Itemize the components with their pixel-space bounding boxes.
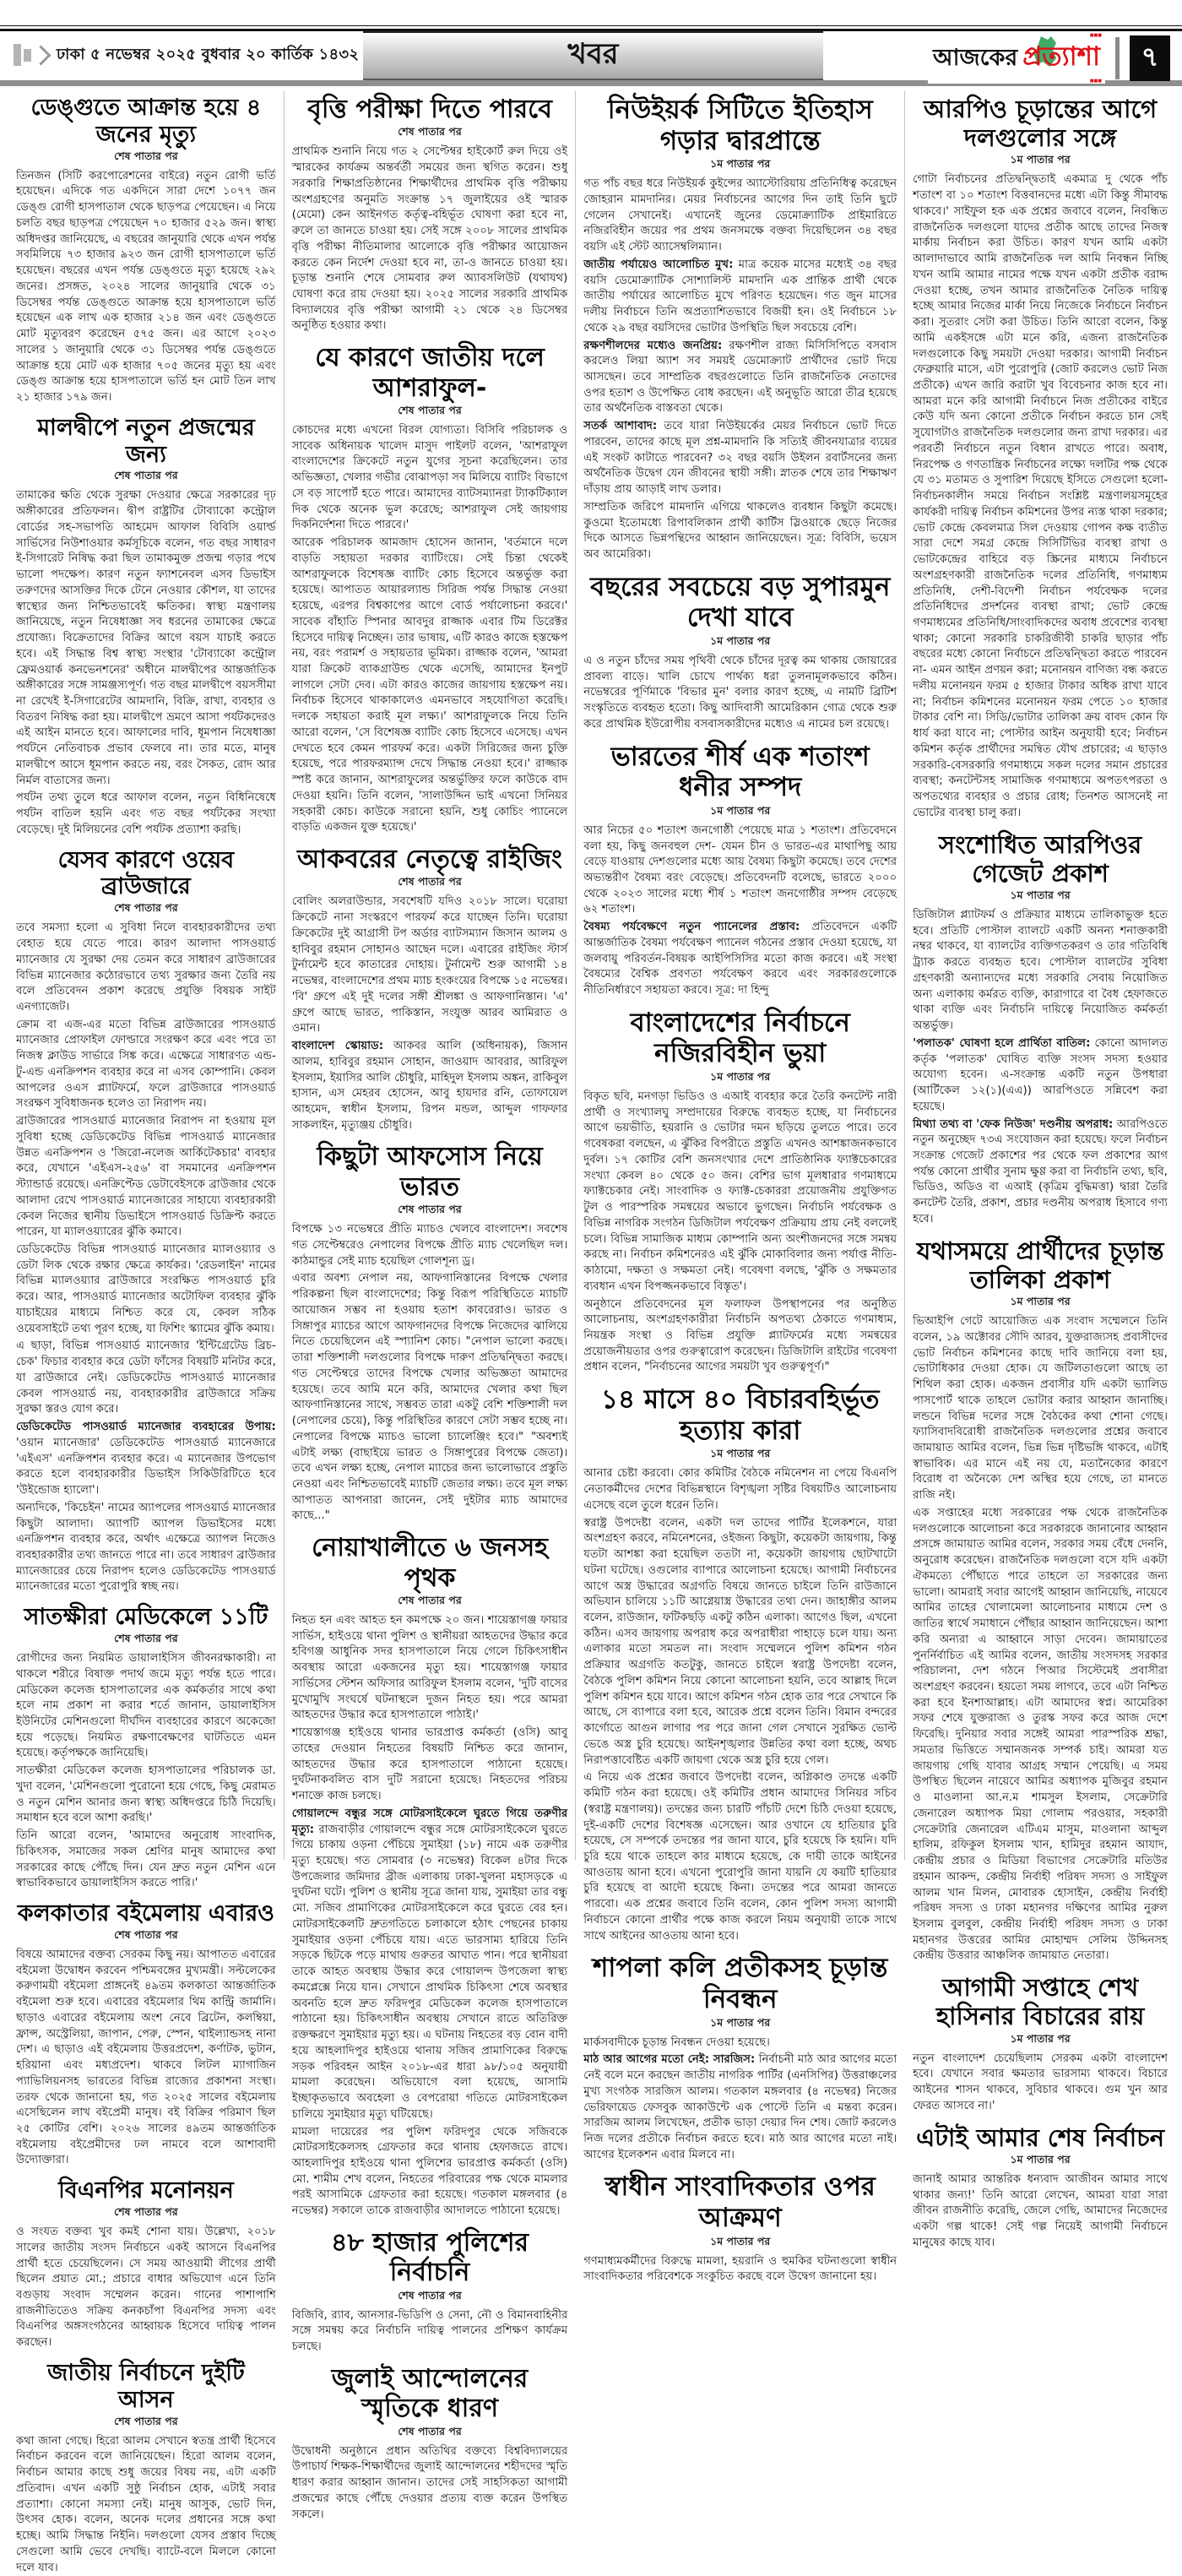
section-title-banner	[363, 31, 823, 80]
paragraph-text: ভিআইপি গেটে আয়োজিত এক সংবাদ সম্মেলনে তিনি বলেন, ১৯ অক্টোবর সৌদি আরব, যুক্তরাজ্যসহ প্রবাসীদের ভোট নির্বাচন কমিশনের কাছে দাবি জানিয়ে বলা হয়, ভোটাধিকার দেওয়া হোক। যে জটিলতাগুলো আছে তা শিথিল করা হোক। একজন প্রবাসীর যদি একটা ভ্যালিড পাসপোর্ট থাকে তাহলে ভোটার করার আহ্বান জানাচ্ছি। লন্ডনে বিভিন্ন দলের সঙ্গে বৈঠকের কথা শোনা গেছে। ফ্যাসিবাদবিরোধী রাজনৈতিক দলগুলোর প্রশ্নের জবাবে জামায়াত আমির বলেন, ভিন্ন ভিন্ন দৃষ্টিভঙ্গি থাকবে, এটাই স্বাভাবিক। এর মানে এই নয় যে, মতানৈক্যের কারণে বিরোধ বা অনৈক্যে দেশ অস্থির হয়ে গেছে, তা মানতে রাজি নই।	[913, 1315, 1168, 1503]
date-text: ঢাকা ৫ নভেম্বর ২০২৫ বুধবার ২০ কার্তিক ১৪৩২	[57, 45, 360, 63]
body-paragraph	[16, 1948, 276, 2169]
paragraph-lead: 'পলাতক' ঘোষণা হলে প্রার্থিতা বাতিল:	[913, 1036, 1091, 1050]
continuation-kicker: ১ম পাতার পর	[710, 2234, 771, 2247]
body-paragraph	[292, 423, 568, 534]
paragraph-text: রোগীদের জন্য নিয়মিত ডায়ালাইসিস জীবনরক্ষাকারী। না থাকলে শরীরে বিষাক্ত পদার্থ জমে মৃত্যু পর্যন্ত হতে পারে। মেডিকেল কলেজ হাসপাতালের এক কর্মকর্তার সাথে কথা হলে নাম প্রকাশ না করার শর্তে জানান, ডায়ালাইসিস ইউনিটের মেশিনগুলো দীর্ঘদিন ব্যবহারের কারণে অকেজো হয়ে পড়েছে। নিয়মিত রক্ষণাবেক্ষণের ঘাটতিতে এমন হয়েছে। কর্তৃপক্ষকে জানিয়েছি।	[16, 1652, 276, 1760]
paragraph-text: ডিজিটাল প্ল্যাটফর্ম ও প্রক্রিয়ার মাধ্যমে তালিকাভুক্ত হতে হবে। প্রতিটি পোস্টাল ব্যালটে একটি অনন্য শনাক্তকারী নম্বর থাকবে, যা ব্যালটের ব্যক্তিগতকরণ ও তার গতিবিধি ট্র্যাক করতে ব্যবহৃত হবে। পোস্টাল ব্যালটের সুবিধা গ্রহণকারী অন্যান্যদের মধ্যে সরকারি সেবায় নিয়োজিত অন্য এলাকায় কর্মরত ব্যক্তি, কারাগারে বা বৈধ হেফাজতে থাকা ব্যক্তি এবং নির্বাচনি দায়িত্বে নিয়োজিত কর্মকর্তা অন্তর্ভুক্ত।	[913, 908, 1168, 1033]
paragraph-text: শায়েস্তাগঞ্জ হাইওয়ে থানার ভারপ্রাপ্ত কর্মকর্তা (ওসি) আবু তাহের দেওয়ান নিহতের বিষয়টি নিশ্চিত করে জানান, আহতদের উদ্ধার করে হাসপাতালে পাঠানো হয়েছে। দুর্ঘটনাকবলিত বাস দুটি সরানো হয়েছে। নিহতদের পরিচয় শনাক্তে কাজ চলছে।	[291, 1726, 568, 1803]
top-double-rule	[0, 25, 1182, 31]
paragraph-text: অনুষ্ঠানে প্রতিবেদনের মূল ফলাফল উপস্থাপনের পর অনুষ্ঠিত আলোচনায়, অংশগ্রহণকারীরা নির্বাচনি অপতথ্য ঠেকাতে গণমাধ্যম, নিয়ন্ত্রক সংস্থা ও বিভিন্ন প্রযুক্তি প্ল্যাটফর্মের মধ্যে সমন্বয়ের প্রয়োজনীয়তার ওপর গুরুত্বারোপ করেছেন। ডিজিটালি রাইটের গবেষণা প্রধান বলেন, "নির্বাচনের আগের সময়টা খুব গুরুত্বপূর্ণ।"	[583, 1297, 897, 1374]
paragraph-text: আনার চেষ্টা করবো। কোর কমিটির বৈঠকে নমিনেশন না পেয়ে বিএনপি নেতাকর্মীদের দেশের বিভিন্নস্থানে বিশৃঙ্খলা সৃষ্টির বিষয়টিও আলোচনায় এসেছে বলে তুলে ধরেন তিনি।	[583, 1467, 897, 1512]
article-headline: জাতীয় নির্বাচনে দুইটি আসন	[47, 2359, 245, 2413]
continuation-kicker: শেষ পাতার পর	[114, 1927, 178, 1941]
body-paragraph	[583, 2035, 897, 2052]
article-headline: আকবরের নেতৃত্বে রাইজিং	[297, 845, 562, 875]
paragraph-text: প্রাথমিক শুনানি নিয়ে গত ২ সেপ্টেম্বর হাইকোর্ট রুল দিয়ে ওই স্মারকের কার্যক্রম অন্তর্বর্তী সময়ের জন্য স্থগিত করেন। শুধু সরকারি শিক্ষাপ্রতিষ্ঠানের শিক্ষার্থীদের প্রাথমিক বৃত্তি পরীক্ষায় অংশগ্রহণের অনুমতি সংক্রান্ত ১৭ জুলাইয়ের ওই স্মারক (মেমো) কেন আইনগত কর্তৃত্ব-বহির্ভূত ঘোষণা করা হবে না, রুলে তা জানতে চাওয়া হয়। সেই সঙ্গে ২০০৮ সালের প্রাথমিক বৃত্তি পরীক্ষা নীতিমালার আলোকে বৃত্তি পরীক্ষার আয়োজন করতে কেন নির্দেশ দেওয়া হবে না, তা-ও জানতে চাওয়া হয়। চূড়ান্ত শুনানি শেষে সোমবার রুল অ্যাবসলিউট (যথাযথ) ঘোষণা করে রায় দেওয়া হয়। ২০২৫ সালের সরকারি প্রাথমিক বিদ্যালয়ের বৃত্তি পরীক্ষা আগামী ২১ থেকে ২৪ ডিসেম্বর অনুষ্ঠিত হওয়ার কথা।	[291, 145, 568, 333]
body-paragraph	[583, 258, 897, 337]
article-headline: যথাসময়ে প্রার্থীদের চূড়ান্ত তালিকা প্রকাশ	[916, 1236, 1164, 1294]
body-paragraph	[913, 1314, 1168, 1504]
paragraph-text: ক্রোম বা এজ-এর মতো বিভিন্ন ব্রাউজারের পাসওয়ার্ড ম্যানেজার প্রোফাইল ফোল্ডারে সংরক্ষণ করে এবং পরে তা নিজস্ব ক্লাউড সার্ভারে সিঙ্ক করে। এক্ষেত্রে সাধারণত এন্ড-টু-এন্ড এনক্রিপশন ব্যবহার করে না এসব কোম্পানি। কেবল আপলের ওএস প্ল্যাটফর্মে, ফলে ব্রাউজারে পাসওয়ার্ড সংরক্ষণ সুবিধাজনক হলেও তা নিরাপদ নয়।	[16, 1018, 276, 1111]
paragraph-text: স্বরাষ্ট্র উপদেষ্টা বলেন, একটা দল তাদের পার্টির ইলেকশনে, যারা অংশগ্রহণ করবে, নমিনেশনের, ওইজন্য কিছুটা, কয়েকটা জায়গায়, কিন্তু যতটা আশঙ্কা করা হয়েছিল ততটা না, কয়েকটা জায়গায় ছোটখাটো ঘটনা ঘটেছে। ওগুলোর ব্যাপারে আলোচনা হয়েছে। আগামী নির্বাচনের আগে অস্ত্র উদ্ধারের অগ্রগতি বিষয়ে জানতে চাইলে তিনি রাউজানে অভিযান চালিয়ে ১১টি আগ্নেয়াস্ত্র উদ্ধারের তথ্য দেন। জাহাঙ্গীর আলম বলেন, রাউজান, ফটিকছড়ি একটু কঠিন এলাকা। আগেও ছিল, এখনো কঠিন। এসব জায়গায় অপরাধ করে অপরাধীরা পাহাড়ে চলে যায়। অন্য এলাকার মতো সমতল না। সংবাদ সম্মেলনে পুলিশ কমিশন গঠন প্রক্রিয়ার অগ্রগতি কতটুকু, জানতে চাইলে স্বরাষ্ট্র উপদেষ্টা বলেন, বৈঠকে পুলিশ কমিশন নিয়ে কোনো আলোচনা হয়নি, তবে আল্লাহ দিলে পুলিশ কমিশন হয়ে যাবে। আগে কমিশন গঠন হোক তার পরে সেখানে কি আছে, সে ব্যাপারে বলা হবে, আরেক প্রশ্নে বলেন তিনি। বিমান বন্দরের কার্গোতে আগুন লাগার পর পরে জানা গেল সেখানে সুরক্ষিত ভোল্ট ভেঙে অস্ত্র চুরি হয়েছে। আইনশৃঙ্খলার উন্নতির কথা বলা হচ্ছে, অথচ নিরাপত্তাবেষ্টিত একটি জায়গা থেকে অস্ত্র চুরি হয়ে গেল।	[583, 1516, 897, 1767]
paragraph-text: বিপক্ষে ১৩ নভেম্বরে প্রীতি ম্যাচও খেলবে বাংলাদেশ। সবশেষ গত সেপ্টেম্বরেও নেপালের বিপক্ষে প্রীতি ম্যাচ খেলেছিল দল। কাঠমান্ডুর সেই ম্যাচ হয়েছিল গোলশূন্য ড্র।	[291, 1223, 568, 1268]
article-headline: আরপিও চূড়ান্তের আগে দলগুলোর সঙ্গে	[924, 95, 1158, 153]
continuation-kicker: শেষ পাতার পর	[398, 2424, 462, 2437]
paragraph-text: ও সংযত বক্তব্য খুব কমই শোনা যায়। উল্লেখ্য, ২০১৮ সালের জাতীয় সংসদ নির্বাচনে একই আসনে বিএনপির প্রার্থী হতে চেয়েছিলেন। সে সময় আওয়ামী লীগের প্রার্থী ছিলেন প্রয়াত মো.; প্রচারে বাধার অভিযোগ এনে তিনি বগুড়ায় সংবাদ সম্মেলন করেন। গানের পাশাপাশি রাজনীতিতেও সক্রিয় কনকচাঁপা বিএনপির সদস্য এবং বিএনপির অঙ্গসংগঠনের আহ্বায়ক হিসেবে দায়িত্ব পালন করছেন।	[16, 2225, 276, 2350]
body-paragraph	[292, 144, 568, 334]
column-1	[8, 91, 284, 2574]
body-paragraph	[292, 1039, 568, 1133]
article-headline: বছরের সবচেয়ে বড় সুপারমুন দেখা যাবে	[590, 571, 891, 633]
body-paragraph	[913, 2172, 1168, 2252]
body-paragraph	[292, 1613, 568, 1724]
continuation-kicker: ১ম পাতার পর	[710, 157, 771, 171]
body-paragraph	[583, 823, 897, 918]
article-headline: কলকাতার বইমেলায় এবারও	[17, 1900, 275, 1927]
article-headline: যেসব কারণে ওয়েব ব্রাউজারে	[57, 846, 235, 900]
article-headline: ডেঙ্গুতে আক্রান্ত হয়ে ৪ জনের মৃত্যু	[30, 95, 262, 148]
paragraph-text: সাতক্ষীরা মেডিকেল কলেজ হাসপাতালের পরিচালক ডা. খুদা বলেন, 'মেশিনগুলো পুরোনো হয়ে গেছে, কিছু মেরামত ও নতুন মেশিন আনার জন্য স্বাস্থ্য অধিদপ্তরে চিঠি দিয়েছি। সমাধান হবে বলে আশা করছি।'	[16, 1764, 276, 1825]
body-paragraph	[583, 1516, 897, 1769]
article-headline: যে কারণে জাতীয় দলে আশরাফুল-	[315, 343, 545, 403]
paragraph-text: মামলা দায়েরের পর পুলিশ ফরিদপুর থেকে সজিবকে মোটরসাইকেলসহ গ্রেফতার করে থানায় হেফাজতে রাখে। আহলাদিপুর হাইওয়ে থানা পুলিশের ভারপ্রাপ্ত কর্মকর্তা (ওসি) মো. শামীম শেখ বলেন, নিহতের পরিবারের পক্ষ থেকে মামলার পরই আসামিকে গ্রেফতার করা হয়েছে। গতকাল মঙ্গলবার (৪ নভেম্বর) সকালে তাকে রাজবাড়ীর আদালতে পাঠানো হয়েছে।	[291, 2125, 568, 2218]
continuation-kicker: ১ম পাতার পর	[1010, 888, 1071, 901]
page-number: ৭	[1141, 41, 1159, 73]
continuation-kicker: ১ম পাতার পর	[1010, 2152, 1071, 2166]
paragraph-text: বোলিং অলরাউন্ডার, সবশেষটি যদিও ২০১৮ সালে। ঘরোয়া ক্রিকেটে নানা সংস্করণে পারফর্ম করে যাচ্ছেন তিনি। ঘরোয়া ক্রিকেটের দুই আগ্রাসী টপ অর্ডার ব্যাটসম্যান জিসান আলম ও হাবিবুর রহমান সোহানও আছেন দলে। এবারের রাইজিং স্টার্স টুর্নামেন্ট হবে কাতারের দোহায়। টুর্নামেন্ট শুরু আগামী ১৪ নভেম্বর, বাংলাদেশের প্রথম ম্যাচ হংকংয়ের বিপক্ষে ১৫ নভেম্বর। 'বি' গ্রুপে এই দুই দলের সঙ্গী শ্রীলঙ্কা ও আফগানিস্তান। 'এ' গ্রুপে আছে ভারত, পাকিস্তান, সংযুক্ত আরব আমিরাত ও ওমান।	[291, 895, 568, 1035]
paragraph-lead: গোয়ালন্দে বন্ধুর সঙ্গে মোটরসাইকেলে ঘুরতে গিয়ে তরুণীর মৃত্যু:	[291, 1807, 568, 1836]
column-3	[575, 91, 904, 2284]
paragraph-text: কথা জানা গেছে। হিরো আলম সেখানে স্বতন্ত্র প্রার্থী হিসেবে নির্বাচন করবেন বলে জানিয়েছেন। হিরো আলম বলেন, নির্বাচন আমার কাছে শুধু জয়ের বিষয় নয়, এটা একটি প্রতিবাদ। এখন একটি সুষ্ঠু নির্বাচন হোক, এটাই সবার প্রত্যাশা। কোনো সমস্যা নেই। মানুষ আসুক, ভোট দিন, উৎসব হোক। বলেন, অনেক দলের প্রধানের সঙ্গে কথা হচ্ছে। আমি সিদ্ধান্ত নিইনি। দলগুলো যেসব প্রস্তাব দিচ্ছে সেগুলো আমি ভেবে দেখছি। ব্যাটে-বলে মিললে কোনো দলে যাব।	[16, 2434, 276, 2574]
body-paragraph	[913, 172, 1168, 821]
article	[583, 1384, 897, 1944]
continuation-kicker: শেষ পাতার পর	[114, 149, 178, 162]
paragraph-text: তবে যারা নিউইয়র্কের মেয়র নির্বাচনে ভোট দিতে পারবেন, তাদের কাছে মূল প্রশ্ন-মামদানি কি সত্যিই জীবনযাত্রার ব্যয়ের এই সংকট কাটাতে পারবেন? ৩২ বছর বয়সি উইলন রবার্টসনের জন্য অর্থনৈতিক উদ্বেগ যেন জীবনের স্থায়ী সঙ্গী। স্নাতক শেষে তার শিক্ষাঋণ দাঁড়ায় প্রায় আড়াই লাখ ডলার।	[583, 420, 897, 497]
continuation-kicker: শেষ পাতার পর	[114, 1632, 178, 1645]
paragraph-text: মার্কসবাদীকে চূড়ান্ত নিবন্ধন দেওয়া হয়েছে।	[583, 2035, 770, 2049]
page-number-badge	[1130, 35, 1170, 81]
body-paragraph	[292, 1725, 568, 1805]
paragraph-text: তামাকের ক্ষতি থেকে সুরক্ষা দেওয়ার ক্ষেত্রে সরকারের দৃঢ় অঙ্গীকারের প্রতিফলন। দ্বীপ রাষ্ট্রটির টোব্যাকো কন্ট্রোল বোর্ডের সহ-সভাপতি আহমেদ আফাল বিবিসি ওয়ার্ল্ড সার্ভিসের নিউশাওয়ার কর্মসূচিকে বলেন, গত বছর সাধারণ ই-সিগারেট নিষিদ্ধ করা ছিল তামাকমুক্ত প্রজন্ম গড়ার পথে ভালো পদক্ষেপ। কারণ নতুন ফ্যাশনেবল এসব ডিভাইস তরুণদের আসক্তির দিকে টেনে নেওয়ার কৌশল, যা তাদের স্বাস্থ্যের জন্য নিশ্চিতভাবেই ক্ষতিকর। স্বাস্থ্য মন্ত্রণালয় জানিয়েছে, নতুন নিষেধাজ্ঞা সব ধরনের তামাকের ক্ষেত্রে প্রযোজ্য। বিক্রেতাদের বিক্রির আগে বয়স যাচাই করতে হবে। এই সিদ্ধান্ত বিশ্ব স্বাস্থ্য সংস্থার 'টোব্যাকো কন্ট্রোল ফ্রেমওয়ার্ক কনভেনশনের' অধীনে মালদ্বীপের আন্তর্জাতিক অঙ্গীকারের সঙ্গে সামঞ্জস্যপূর্ণ। গত বছর মালদ্বীপে বয়সসীমা না রেখেই ই-সিগারেটের আমদানি, বিক্রি, রাখা, ব্যবহার ও বিতরণ নিষিদ্ধ করা হয়। মালদ্বীপে ভ্রমণে আসা পর্যটকদেরও এই আইন মানতে হবে। আফালের দাবি, ধূমপান নিষেধাজ্ঞা পর্যটনে নেতিবাচক প্রভাব ফেলবে না। তার মতে, মানুষ মালদ্বীপে আসে ধূমপান করতে নয়, বরং সৈকত, রোদ আর নির্মল বাতাসের জন্য।	[16, 489, 276, 787]
paragraph-text: বিজিবি, র‍্যাব, আনসার-ভিডিপি ও সেনা, নৌ ও বিমানবাহিনীর সঙ্গে সমন্বয় করে নির্বাচনি দায়িত্ব পালনের প্রশিক্ষণ কার্যক্রম চলছে।	[291, 2308, 568, 2354]
body-paragraph	[583, 177, 897, 256]
body-paragraph	[583, 654, 897, 733]
paragraph-text: জানাই আমার আন্তরিক ধন্যবাদ আজীবন আমার সাথে থাকার জন্য!' তিনি আরো লেখেন, আমরা যারা সারা জীবন রাজনীতি করেছি, জেলে গেছি, আমাদের নিজেদের একটা গল্প থাকে! সেই গল্প নিয়েই আগামী নির্বাচনে মানুষের কাছে যাব।	[913, 2172, 1168, 2249]
paragraph-text: পর্যটন তথ্য তুলে ধরে আফাল বলেন, নতুন বিধিনিষেধে পর্যটন বাতিল হয়নি এবং গত বছর পর্যটকের সংখ্যা বেড়েছে। দুই মিলিয়নের বেশি পর্যটক প্রত্যাশা করছি।	[16, 791, 276, 836]
body-paragraph	[292, 1271, 568, 1524]
article	[16, 2360, 276, 2576]
article-headline: নোয়াখালীতে ৬ জনসহ পৃথক	[312, 1533, 548, 1593]
paragraph-lead: ডেডিকেটেড পাসওয়ার্ড ম্যানেজার ব্যবহারের উপায়:	[16, 1421, 276, 1434]
continuation-kicker: শেষ পাতার পর	[114, 2205, 178, 2219]
article	[292, 845, 568, 1133]
paragraph-lead: মিথ্যা তথ্য বা 'ফেক নিউজ' দণ্ডনীয় অপরাধ:	[913, 1117, 1114, 1131]
continuation-kicker: ১ম পাতার পর	[710, 803, 771, 817]
article	[583, 1008, 897, 1376]
article-headline: সংশোধিত আরপিওর গেজেট প্রকাশ	[938, 829, 1142, 888]
body-paragraph	[583, 1297, 897, 1377]
body-paragraph	[16, 1339, 276, 1418]
body-paragraph	[913, 908, 1168, 1035]
article-headline: শাপলা কলি প্রতীকসহ চূড়ান্ত নিবন্ধন	[592, 1953, 888, 2014]
body-paragraph	[16, 1242, 276, 1337]
paragraph-text: মাত্র কয়েক মাসের মধ্যেই ৩৪ বছর বয়সি ডেমোক্র্যাটিক সোশ্যালিস্ট মামদানি এক প্রান্তিক প্রার্থী থেকে জাতীয় পর্যায়ের আলোচিত মুখে পরিণত হয়েছেন। গত জুন মাসের দলীয় নির্বাচনে তিনি অপ্রত্যাশিতভাবে বিজয়ী হন। ওই নির্বাচনে ১৮ থেকে ২৯ বছর বয়সিদের ভোটার উপস্থিতি ছিল সবচেয়ে বেশি।	[583, 258, 897, 334]
paragraph-text: এ ছাড়া, বিভিন্ন পাসওয়ার্ড ম্যানেজার 'ইন্টিগ্রেটেড ব্রিচ-চেক' ফিচার ব্যবহার করে ডেটা ফাঁসের বিষয়টি মনিটর করে, যা ব্রাউজারে নেই। ডেডিকেটেড পাসওয়ার্ড ম্যানেজার কেবল পাসওয়ার্ড নয়, ব্যবহারকারীর ব্রাউজারে সক্রিয় সুরক্ষা স্তরও যোগ করে।	[16, 1340, 276, 1416]
paragraph-text: কোচদের মধ্যে এখনো বিরল যোগ্যতা। বিসিবি পরিচালক ও সাবেক অধিনায়ক খালেদ মাসুদ পাইলট বলেন, 'আশরাফুল বাংলাদেশের ক্রিকেটে নতুন যুগের সূচনা করেছিলেন। তার অভিজ্ঞতা, খেলার গভীর বোঝাপড়া সব মিলিয়ে ব্যাটিং বিভাগে সে বড় সাপোর্ট হতে পারে। আমাদের ব্যাটসম্যানরা ট্যাকটিক্যাল দিক থেকে অনেক ভুল করেছে; আশরাফুল সেই জায়গায় দিকনির্দেশনা দিতে পারবে।'	[291, 423, 568, 532]
article	[16, 1604, 276, 1892]
paragraph-text: আকবর আলি (অধিনায়ক), জিসান আলম, হাবিবুর রহমান সোহান, জাওয়াদ আবরার, আরিফুল ইসলাম, ইয়াসির আলি চৌধুরি, মাহিদুল ইসলাম অঙ্কন, রাকিবুল হাসান, এস মেহরব হোসেন, আবু হায়দার রনি, তোফায়েল আহমেদ, স্বাধীন ইসলাম, রিপন মন্ডল, আব্দুল গাফফার সাকলাইন, মৃত্যুঞ্জয় চৌধুরি।	[291, 1040, 568, 1132]
continuation-kicker: শেষ পাতার পর	[114, 2414, 178, 2427]
masthead-tagline-bottom: ■■■	[1089, 79, 1102, 84]
continuation-kicker: শেষ পাতার পর	[114, 901, 178, 915]
paragraph-text: অন্যদিকে, 'কিচেইন' নামের অ্যাপলের পাসওয়ার্ড ম্যানেজার কিছুটা আলাদা। অ্যাপটি অ্যাপল ডিভাইসের মধ্যে এনক্রিপশন ব্যবহার করে, অর্থাৎ এক্ষেত্রে অ্যাপল নিজেও ব্যবহারকারীর তথ্য জানতে পারে না। তবে সাধারণ ব্রাউজার ম্যানেজারের চেয়ে নিরাপদ হলেও ডেডিকেটেড পাসওয়ার্ড ম্যানেজারের মতো পুরোপুরি স্বচ্ছ নয়।	[16, 1501, 276, 1594]
paragraph-text: এবার অবশ্য নেপাল নয়, আফগানিস্তানের বিপক্ষে খেলার পরিকল্পনা ছিল বাংলাদেশের; কিন্তু বিরূপ পরিস্থিতিতে ম্যাচটি আয়োজন সম্ভব না হওয়ায় হতাশ কাবরেরাও। ভারত ও সিঙ্গাপুর ম্যাচের আগে আফগানদের বিপক্ষে নিজেদের ঝালিয়ে নিতে চেয়েছিলেন এই স্প্যানিশ কোচ। "নেপাল ভালো করছে। তারা শক্তিশালী দলগুলোর বিপক্ষে দারুণ প্রতিদ্বন্দ্বিতা করছে। গত সেপ্টেম্বরে তাদের বিপক্ষে খেলার অভিজ্ঞতা আমাদের হয়েছে। তবে আমি মনে করি, আমাদের খেলার কথা ছিল আফগানিস্তানের সাথে, সম্ভবত তারা একটু বেশি শক্তিশালী দল (নেপালের চেয়ে), কিন্তু পরিস্থিতির কারণে সেটা সম্ভব হচ্ছে না। নেপালের বিপক্ষে ম্যাচও ভালো চ্যালেঞ্জিং হবে।" "অবশ্যই এটাই লক্ষ্য (বাছাইয়ে ভারত ও সিঙ্গাপুরের বিপক্ষে জেতা)। তবে এখন লক্ষ্য হচ্ছে, নেপাল ম্যাচের জন্য ভালোভাবে প্রস্তুতি নেওয়া এবং নিশ্চিতভাবেই ম্যাচটি জেতার লক্ষ্য। তবে মূল লক্ষ্য আপাতত আপনারা জানেন, সেই দুইটার ম্যাচ আমাদের কাছে..."	[291, 1272, 568, 1523]
continuation-kicker: ১ম পাতার পর	[710, 633, 771, 647]
body-paragraph	[292, 535, 568, 836]
continuation-kicker: শেষ পাতার পর	[398, 403, 462, 416]
article	[292, 95, 568, 334]
article-headline: ১৪ মাসে ৪০ বিচারবহির্ভূত হত্যায় কারা	[600, 1384, 880, 1446]
body-paragraph	[16, 1651, 276, 1762]
body-paragraph	[16, 921, 276, 1015]
body-paragraph	[913, 2052, 1168, 2115]
paragraph-text: গোটা নির্বাচনের প্রতিদ্বন্দ্বিতাই একমাত্র দু থেকে পাঁচ শতাংশ বা ১০ শতাংশ বিত্তবানদের মধ্যে এটা কিন্তু সীমাবদ্ধ থাকবে।' সাইফুল হক এক প্রশ্নের জবাবে বলেন, নিবন্ধিত রাজনৈতিক দলগুলো যাদের প্রতীক আছে তাদের নিজস্ব মার্কায় নির্বাচন করা উচিত। কারণ যখন আমি একটা আলাদাভাবে আমি রাজনৈতিক দল আমি নিবন্ধন নিচ্ছি যখন আমি আমার নামের পক্ষে যখন একটা প্রতীক বরাদ্দ দেওয়া হচ্ছে, তখন আমার রাজনৈতিক নৈতিক দায়িত্ব হচ্ছে আমার নিজের মার্কা নিয়ে নিজেকে নির্বাচনে নির্বাচন করা। সুতরাং সেটা করা উচিত। তিনি আরো বলেন, কিন্তু আমি একইসঙ্গে এটা মনে করি, এজন্য রাজনৈতিক দলগুলোকে কিছু সময়টা দেওয়া দরকার। আগামী নির্বাচন ফেব্রুয়ারি মাসে, এটা পুরোপুরি (জোট করলেও ভোট নিজ প্রতীকে) এখন জারি করাটা খুব বিবেচনার কাজ হবে না। আমরা মনে করি আগামী নির্বাচনে নিজ প্রতীকের বাইরে কেউ যদি অন্য কোনো প্রতীকে নির্বাচন করতে চান সেই সুযোগটাও রাজনৈতিক দলগুলোর জন্য রাখা দরকার। এর পরবর্তী নির্বাচনে নতুন বিধান রাখতে পারে। অবাধ, নিরপেক্ষ ও গণতান্ত্রিক নির্বাচনের লক্ষ্যে দলটির পক্ষ থেকে যে ৩১ মতামত ও সুপারিশ দিয়েছে ইসিতে সেগুলো হলো- নির্বাচনকালীন সময়ে নির্বাচন সংশ্লিষ্ট মন্ত্রণালয়সমূহের কার্যকরী দায়িত্ব নির্বাচন কমিশনের উপর ন্যস্ত থাকা দরকার; ভোট কেন্দ্রে কেবলমাত্র সিল দেওয়ায় গোপন কক্ষ ব্যতীত সারা দেশে সমগ্র কেন্দ্রে সিসিটিভির ব্যবস্থা রাখা ও ভোটকেন্দ্রের বাহিরে বড় স্ক্রিনের মাধ্যমে নির্বাচনে অংশগ্রহণকারী রাজনৈতিক দলের প্রতিনিধি, গণমাধ্যম প্রতিনিধি, দেশী-বিদেশী নির্বাচন পর্যবেক্ষক দলের প্রতিনিধিদের প্রদর্শনের ব্যবস্থা রাখা; ভোট কেন্দ্রে গণমাধ্যমের প্রতিনিধি/সাংবাদিকদের অবাধ প্রবেশের ব্যবস্থা থাকা; কোনো সরকারি চাকরিজীবী চাকরি ছাড়ার পাঁচ বছরের মধ্যে কোনো নির্বাচনে প্রতিদ্বন্দ্বিতা করতে পারবেন না- এমন আইন প্রণয়ন করা; মনোনয়ন বাণিজ্য বন্ধ করতে দলীয় মনোনয়ন ফরম ৫ হাজার টাকার অধিক রাখা যাবে না; নির্বাচন কমিশনের মনোনয়ন ফরম পেতে ১০ হাজার টাকার বেশি না। সিডি/ভোটার তালিকা ক্রয় বাবদ কোন ফি ধার্য করা যাবে না; পোস্টার আইন অনুযায়ী হবে; নির্বাচন কমিশন কর্তৃক প্রার্থীদের সমন্বিত যৌথ প্রচারের; এ ছাড়াও সরকারি-বেসরকারি গণমাধ্যমে সকল দলের সমান প্রচারের ব্যবস্থা; কনটেন্টসহ সামাজিক গণমাধ্যমে অপতৎপরতা ও অপতথ্যের ব্যবহার ও প্রচার রোধ; তিনশত আসনেই না ভোটের ব্যবস্থা চালু করা।	[913, 173, 1168, 819]
continuation-kicker: ১ম পাতার পর	[710, 2015, 771, 2029]
article	[16, 415, 276, 839]
continuation-kicker: ১ম পাতার পর	[1010, 1295, 1071, 1308]
body-paragraph	[16, 791, 276, 838]
article-headline: ৪৮ হাজার পুলিশের নির্বাচনি	[331, 2227, 529, 2288]
body-paragraph	[16, 488, 276, 789]
paragraph-text: বিষয়ে আমাদের বক্তব্য সেরকম কিছু নয়। আপাতত এবারের বইমেলা উদ্বোধন করবেন পশ্চিমবঙ্গের মুখ্যমন্ত্রী। সল্টলেকের করুণাময়ী বইমেলা প্রাঙ্গনেই ৪৯তম কলকাতা আন্তর্জাতিক বইমেলা শুরু হবে। এবারের বইমেলার থিম কান্ট্রি জার্মানি। ছাড়াও এবারের বইমেলায় অংশ নেবে ব্রিটেন, কলম্বিয়া, ফ্রান্স, অস্ট্রেলিয়া, জাপান, পেরু, স্পেন, থাইল্যান্ডসহ নানা দেশ। এ ছাড়াও এই বইমেলায় উত্তরপ্রদেশ, কর্ণাটক, ভুটান, হরিয়ানা এবং মধ্যপ্রদেশ। থাকবে লিটল ম্যাগাজিন প্যাভিলিয়নসহ ভারতের বিভিন্ন রাজ্যের প্রকাশনা সংস্থা। তরফ থেকে জানানো হয়, গত ২০২৫ সালের বইমেলায় এসেছিলেন লাখ বইপ্রেমী মানুষ। বই বিক্রির পরিমাণ ছিল ২৫ কোটির বেশি। ২০২৬ সালের ৪৯তম আন্তর্জাতিক বইমেলায় বইপ্রেমীদের ঢল নামবে বলে আশাবাদী উদ্যোক্তারা।	[16, 1948, 276, 2167]
continuation-kicker: শেষ পাতার পর	[398, 125, 462, 139]
paragraph-text: কোনো আদালত কর্তৃক 'পলাতক' ঘোষিত ব্যক্তি সংসদ সদস্য হওয়ার অযোগ্য হবেন। এ-সংক্রান্ত একটি নতুন উপধারা (আর্টিকেল ১২(১)(এএ)) আরপিওতে সন্নিবেশ করা হয়েছে।	[913, 1036, 1168, 1113]
article	[16, 2177, 276, 2351]
body-paragraph	[16, 1829, 276, 1892]
paragraph-text: আরপিওতে নতুন অনুচ্ছেদ ৭৩এ সংযোজন করা হয়েছে। ফলে নির্বাচন সংক্রান্ত গেজেট প্রকাশের পর থেকে ফল প্রকাশের আগ পর্যন্ত কোনো প্রার্থীর সুনাম ক্ষুণ্ণ করা বা নির্বাচনি তথ্য, ছবি, ভিডিও, অডিও বা এআই (কৃত্রিম বুদ্ধিমত্তা) দ্বারা তৈরি কনটেন্ট তৈরি, প্রকাশ, প্রচার দণ্ডনীয় অপরাধ হিসাবে গণ্য হবে।	[913, 1117, 1168, 1226]
body-paragraph	[583, 339, 897, 418]
paragraph-text: তিনজন (সিটি করপোরেশনের বাইরে) নতুন রোগী ভর্তি হয়েছেন। এদিকে গত একদিনে সারা দেশে ১০৭৭ জন ডেঙ্গু রোগী হাসপাতাল থেকে ছাড়পত্র পেয়েছেন। এ নিয়ে চলতি বছর ছাড়পত্র পেয়েছেন ৭০ হাজার ৫২৯ জন। স্বাস্থ্য অধিদপ্তর জানিয়েছে, এ বছরের জানুয়ারি থেকে এখন পর্যন্ত সবমিলিয়ে ৭৩ হাজার ৯২৩ জন রোগী হাসপাতালে ভর্তি হয়েছেন। বছরের এখন পর্যন্ত ডেঙ্গুতে মৃত্যু হয়েছে ২৯২ জনের। প্রসঙ্গত, ২০২৪ সালের জানুয়ারি থেকে ৩১ ডিসেম্বর পর্যন্ত ডেঙ্গুতে আক্রান্ত হয়ে হাসপাতালে ভর্তি হয়েছেন এক লাখ এক হাজার ২১৪ জন এবং ডেঙ্গুতে মোট মৃত্যুবরণ করেছেন ৫৭৫ জন। এর আগে ২০২৩ সালের ১ জানুয়ারি থেকে ৩১ ডিসেম্বর পর্যন্ত ডেঙ্গুতে আক্রান্ত হয়ে মোট এক হাজার ৭০৫ জনের মৃত্যু হয় এবং ডেঙ্গু আক্রান্ত হয়ে হাসপাতালে ভর্তি হন মোট তিন লাখ ২১ হাজার ১৭৯ জন।	[16, 169, 276, 404]
article	[16, 95, 276, 406]
article	[913, 1973, 1168, 2114]
body-paragraph	[583, 1466, 897, 1514]
article	[292, 2364, 568, 2523]
body-paragraph	[16, 1420, 276, 1499]
continuation-kicker: ১ম পাতার পর	[1010, 153, 1071, 166]
article	[583, 95, 897, 563]
article-headline: জুলাই আন্দোলনের স্মৃতিকে ধারণ	[331, 2363, 529, 2424]
paragraph-text: ব্রাউজারের পাসওয়ার্ড ম্যানেজার নিরাপদ না হওয়ায় মূল সুবিধা হচ্ছে ডেডিকেটেড বিভিন্ন পাসওয়ার্ড ম্যানেজার উন্নত এনক্রিপশন ও 'জিরো-নলেজ আর্কিটেকচার' ব্যবহার করে, যেখানে 'এইএস-২৫৬' বা সমমানের এনক্রিপশন স্ট্যান্ডার্ড রয়েছে। এনক্রিপ্টেড ডেটাবেইসকে ব্রাউজার থেকে আলাদা রেখে পাসওয়ার্ড ম্যানেজারের সাহায্যে ব্যবহারকারী কেবল নিজের স্থানীয় ডিভাইসে পাসওয়ার্ড ডিক্রিপ্ট করতে পারেন, যা ম্যালওয়্যারের ঝুঁকি কমাবে।	[16, 1115, 276, 1239]
article-headline: বৃত্তি পরীক্ষা দিতে পারবে	[307, 95, 552, 124]
page-columns	[0, 86, 1182, 2574]
article-headline: স্বাধীন সাংবাদিকতার ওপর আক্রমণ	[605, 2171, 876, 2234]
body-paragraph	[292, 1222, 568, 1269]
continuation-kicker: ১ম পাতার পর	[710, 1070, 771, 1083]
paragraph-text: এ নিয়ে এক প্রশ্নের জবাবে উপদেষ্টা বলেন, অগ্নিকাণ্ড তদন্তে একটি কমিটি গঠন করা হয়েছে। ওই কমিটির প্রধান আমাদের সিনিয়র সচিব (স্বরাষ্ট্র মন্ত্রণালয়)। তদন্তের জন্য চারটি পাঁচটি দেশে চিঠি দেওয়া হয়েছে, দুই-একটি দেশের বিশেষজ্ঞ এসেছেন। আর ওখানে যে হাতিয়ার চুরি হয়েছে, সে সম্পর্কে তদন্তের পর জানা যাবে, চুরি হয়েছে কি হয়নি। যদি চুরি হয়ে থাকে তাহলে কার মাধ্যমে হয়েছে, কে দায়ী তাকে আইনের আওতায় আনা হবে। এখনো পুরোপুরি জানা যায়নি যে কয়টি হাতিয়ার চুরি হয়েছে বা আদৌ হয়েছে কিনা। তদন্তের পরে আমরা জানতে পারবো। এক প্রশ্নের জবাবে তিনি বলেন, কোন পুলিশ সদস্য আগামী নির্বাচনে কোনো প্রার্থীর পক্ষে কাজ করলে নিয়ম অনুযায়ী তাকে সাথে সাথে আইনের আওতায় আনা হবে।	[583, 1771, 897, 1943]
article-headline: বাংলাদেশের নির্বাচনে নজিরবিহীন ভুয়া	[630, 1007, 850, 1069]
body-paragraph	[292, 2125, 568, 2220]
article-headline: এটাই আমার শেষ নির্বাচন	[916, 2122, 1165, 2152]
body-paragraph	[16, 1018, 276, 1112]
article	[583, 1953, 897, 2163]
continuation-kicker: ১ম পাতার পর	[710, 1447, 771, 1460]
body-paragraph	[292, 894, 568, 1037]
article	[913, 1236, 1168, 1965]
dateline	[14, 42, 359, 68]
forward-arrow-icon	[14, 44, 48, 66]
article	[292, 1142, 568, 1524]
body-paragraph	[16, 1501, 276, 1595]
paragraph-text: নতুন বাংলাদেশ চেয়েছিলাম সেরকম একটা বাংলাদেশ হবে। যেখানে সবার ক্ষমতার ভারসাম্য থাকবে। বিচারে আইনের শাসন থাকবে, সুবিচার থাকবে। গুম খুন আর ফেরত আসবে না।'	[913, 2052, 1168, 2112]
body-paragraph	[583, 419, 897, 498]
body-paragraph	[913, 1036, 1168, 1116]
article	[292, 2228, 568, 2356]
article	[913, 830, 1168, 1228]
paragraph-text: উদ্বোধনী অনুষ্ঠানে প্রধান অতিথির বক্তব্যে বিশ্ববিদ্যালয়ের উপাচার্য শিক্ষক-শিক্ষার্থীদের জুলাই আন্দোলনের শহীদদের স্মৃতি ধারণ করার আহ্বান জানান। তাদের সেই সাহসিকতা আগামী প্রজন্মের কাছে পৌঁছে দেওয়ার প্রত্যয় ব্যক্ত করেন উপস্থিত সকলে।	[291, 2444, 568, 2521]
article	[16, 1900, 276, 2169]
article	[16, 847, 276, 1596]
paragraph-text: রক্ষণশীল রাজ্য মিসিসিপিতে বসবাস করলেও লিয়া অ্যাশ সব সময়ই ডেমোক্র্যাট প্রার্থীদের ভোট দিয়ে আসছেন। তবে সাম্প্রতিক বছরগুলোতে তিনি রাজনৈতিক নেতাদের ওপর হতাশ ও উপেক্ষিত বোধ করছেন। এই অনুভূতি আরো তীব্র হয়েছে তার অর্থনৈতিক বাস্তবতা থেকে।	[583, 339, 897, 416]
article	[292, 343, 568, 836]
paragraph-lead: জাতীয় পর্যায়েও আলোচিত মুখ:	[583, 258, 734, 271]
continuation-kicker: শেষ পাতার পর	[398, 2288, 462, 2302]
body-paragraph	[583, 1770, 897, 1944]
article	[913, 2123, 1168, 2252]
article-headline: আগামী সপ্তাহে শেখ হাসিনার বিচারের রায়	[935, 1973, 1145, 2031]
paragraph-text: আরেক পরিচালক আমজাদ হোসেন জানান, 'বর্তমানে দলে বাড়তি সহায়তা দরকার ব্যাটিংয়ে। সেই চিন্তা থেকেই আশরাফুলকে বিশেষজ্ঞ ব্যাটিং কোচ হিসেবে অন্তর্ভুক্ত করা হয়েছে। আপাতত আয়ারল্যান্ড সিরিজ পর্যন্ত সিদ্ধান্ত নেওয়া হয়েছে, এরপর বিশ্বকাপের আগে বোর্ড পর্যালোচনা করবে।' সাবেক বাঁহাতি স্পিনার আবদুর রাজ্জাক এবার টিম ডিরেক্টর হিসেবে দায়িত্ব নিচ্ছেন। তার ভাষায়, এটি কারও কাজে হস্তক্ষেপ নয়, বরং পরামর্শ ও সহায়তার ভূমিকা। রাজ্জাক বলেন, 'আমরা যারা ক্রিকেট ব্যাকগ্রাউন্ড থেকে এসেছি, আমাদের ইনপুট লাগলে সেটা দেব। এটা কারও কাজের জায়গায় হস্তক্ষেপ নয়। নির্বাচক হিসেবে থাকাকালেও এমনভাবে সহযোগিতা করেছি। দলকে সহায়তা করাই মূল লক্ষ্য।' আশরাফুলকে নিয়ে তিনি আরো বলেন, 'সে বিশেষজ্ঞ ব্যাটিং কোচ হিসেবে এসেছে। এখন দেখতে হবে কেমন পারফর্ম করে। একটা সিরিজের জন্য চুক্তি হয়েছে, পরে পারফরম্যান্স দেখে সিদ্ধান্ত নেওয়া হবে।' রাজ্জাক স্পষ্ট করে জানান, আশরাফুলের অন্তর্ভুক্তির ফলে কাউকে বাদ দেওয়া হয়নি। তিনি বলেন, 'সালাউদ্দিন ভাই এখনো সিনিয়র সহকারী কোচ। কাউকে সরানো হয়নি, শুধু কোচিং প্যানেলে বাড়তি একজন যুক্ত হয়েছে।'	[291, 536, 568, 834]
article-headline: সাতক্ষীরা মেডিকেলে ১১টি	[24, 1604, 268, 1631]
paragraph-text: সাম্প্রতিক জরিপে মামদানি এগিয়ে থাকলেও ব্যবধান কিছুটা কমেছে। কুওমো ইতোমধ্যে রিপাবলিকান প্রার্থী কার্টিস স্লিওয়াকে ছেড়ে নিজের দিকে আসতে ভিন্নপন্থিদের আহ্বান জানিয়েছেন। সূত্র: বিবিসি, ভয়েস অব আমেরিকা।	[583, 500, 897, 562]
article-headline: নিউইয়র্ক সিটিতে ইতিহাস গড়ার দ্বারপ্রান্তে	[607, 95, 873, 156]
paragraph-text: এক সপ্তাহের মধ্যে সরকারের পক্ষ থেকে রাজনৈতিক দলগুলোকে আলোচনা করে সরকারকে জানানোর আহ্বান প্রসঙ্গে জামায়াত আমির বলেন, সরকার সময় বেঁধে দেননি, অনুরোধ করেছেন। রাজনৈতিক দলগুলো বসে যদি একটা ঐকমত্যে পৌঁছাতে পারে তাহলে তা সরকারের জন্য ভালো। আমরাই সবার আগেই আহ্বান জানিয়েছি, নায়েবে আমির তাহের খোলামেলা আলোচনার মাধ্যমে দেশ ও জাতির স্বার্থে সমাধানে পৌঁছার আহ্বান জানিয়েছেন। আশা করি অন্যরা এ আহ্বানে সাড়া দেবেন। জামায়াতের পুনর্নির্বাচিত এই আমির বলেন, জাতীয় সংসদসহ সরকার পরিচালনা, দেশ গঠনে পিআর সিস্টেমেই প্রবাসীরা অংশগ্রহণ করবেন। হয়তো সময় লাগবে, তবে এটা নিশ্চিত করা হবে ইনশাআল্লাহ। এটা আমাদের স্বপ্ন। আমেরিকা সফর শেষে যুক্তরাজ্য ও তুরস্ক সফর করে আজ দেশে ফিরেছি। দুনিয়ার সবার সঙ্গেই আমরা পারস্পরিক শ্রদ্ধা, সমতার ভিত্তিতে সম্মানজনক সম্পর্ক চাই। আমরা যত জায়গায় গেছি যাবার আগ্রহ সম্মান পেয়েছি। এ সময় উপস্থিত ছিলেন নায়েবে আমির অধ্যাপক মুজিবুর রহমান ও মাওলানা আ.ন.ম শামসুল ইসলাম, সেক্রেটারি জেনারেল অধ্যাপক মিয়া গোলাম পরওয়ার, সহকারী সেক্রেটারি জেনারেল এটিএম মাসুম, মাওলানা আব্দুল হালিম, রফিকুল ইসলাম খান, হামিদুর রহমান আযাদ, কেন্দ্রীয় প্রচার ও মিডিয়া বিভাগের সেক্রেটারি মতিউর রহমান আকন্দ, কেন্দ্রীয় নির্বাহী পরিষদ সদস্য ও সাইফুল আলম খান মিলন, মোবারক হোসাইন, কেন্দ্রীয় নির্বাহী পরিষদ সদস্য ও ঢাকা মহানগর দক্ষিণের আমির নুরুল ইসলাম বুলবুল, কেন্দ্রীয় নির্বাহী পরিষদ সদস্য ও ঢাকা মহানগর উত্তরের আমির মোহাম্মদ সেলিম উদ্দিনসহ কেন্দ্রীয় উত্তরার আঞ্চলিক জামায়াত নেতারা।	[913, 1506, 1168, 1963]
paragraph-text: নির্বাচনী মাঠ আর আগের মতো নেই বলে মনে করছেন জাতীয় নাগরিক পার্টির (এনসিপির) উত্তরাঞ্চলের মুখ্য সংগঠক সারজিস আলম। গতকাল মঙ্গলবার (৪ নভেম্বর) নিজের ভেরিফায়েড ফেসবুক আকাউন্টে এক পোস্টে তিনি এ মন্তব্য করেন। সারজিম আলম লিখেছেন, প্রতীক ভাড়া দেয়ার দিন শেষ। জোট করলেও নিজ দলের প্রতীকে নির্বাচন করতে হবে। মাঠ আর আগের মতো নাই। আগের ইলেকশন এবার মিলবে না।	[583, 2053, 897, 2161]
body-paragraph	[583, 2052, 897, 2163]
body-paragraph	[913, 1506, 1168, 1965]
continuation-kicker: শেষ পাতার পর	[398, 1594, 462, 1606]
page-header	[0, 31, 1182, 84]
body-paragraph	[16, 169, 276, 406]
paragraph-text: প্রতিবেদনে একটি আন্তর্জাতিক বৈষম্য পর্যবেক্ষণ প্যানেল গঠনের প্রস্তাব দেওয়া হয়েছে, যা জলবায়ু পরিবর্তন-বিষয়ক আইপিসিসির মতো কাজ করবে। এই সংস্থা বৈষম্যের বৈশ্বিক প্রবণতা পর্যবেক্ষণ করবে এবং সরকারগুলোকে নীতিনির্ধারণে সহায়তা করবে। সূত্র: দা হিন্দু	[583, 921, 897, 997]
paragraph-text: তিনি আরো বলেন, 'আমাদের অনুরোধ সাংবাদিক, চিকিৎসক, সমাজের সকল শ্রেণির মানুষ আমাদের কথা সরকারের কাছে পৌঁছে দিন। যেন দ্রুত নতুন মেশিন এনে স্বাভাবিকভাবে ডায়ালাইসিস করতে পারি।'	[16, 1829, 276, 1890]
masthead-logo	[928, 33, 1105, 84]
paragraph-text: বিকৃত ছবি, মনগড়া ভিডিও ও এআই ব্যবহার করে তৈরি কনটেন্ট নারী প্রার্থী ও সংখ্যালঘু সম্প্রদায়ের বিরুদ্ধে ব্যবহৃত হচ্ছে, যা নির্বাচনের আগে ভয়ভীতি, হয়রানি ও ভোটার দমন ছড়িয়ে তুলতে পারে। তবে গবেষকরা বলছেন, এ ঝুঁকির বিপরীতে প্রস্তুতি এখনও আশঙ্কাজনকভাবে দুর্বল। ১৭ কোটির বেশি জনসংখ্যার দেশে প্রাতিষ্ঠানিক ফ্যাক্টচেকারের সংখ্যা কেবল ৪০ থেকে ৫০ জন। বেশির ভাগ মূলধারার গণমাধ্যমে ফ্যাক্টচেকার নেই। সাংবাদিক ও ফ্যাক্ট-চেকাররা প্রয়োজনীয় প্রযুক্তিগত টুল ও পারস্পরিক সমন্বয়ের অভাবে ভুগছেন। নির্বাচনি পর্যবেক্ষক ও বিভিন্ন নাগরিক সংগঠন ডিজিটাল পর্যবেক্ষণ প্রক্রিয়ায় প্রায় নেই বললেই চলে। বিভিন্ন সামাজিক মাধ্যম কোম্পানি অন্য অংশীজনদের সঙ্গে সমন্বয় করছে না। নির্বাচন কমিশনেরও এই ঝুঁকি মোকাবিলার জন্য পর্যাপ্ত নীতি-কাঠামো, দক্ষতা ও সক্ষমতা নেই। গবেষণা বলছে, 'ঝুঁকি ও সক্ষমতার ব্যবধান এখন বিপজ্জনকভাবে বিস্তৃত'।	[583, 1090, 897, 1293]
paragraph-text: 'ওয়ান ম্যানেজার' ডেডিকেটেড পাসওয়ার্ড ম্যানেজারে 'এইএস' এনক্রিপশন ব্যবহার করে। এ ম্যানেজার উপভোগ করতে হলে ব্যবহারকারীর ডিভাইস সিকিউরিটিতে হবে 'উইন্ডোজ হ্যালো'।	[16, 1436, 276, 1497]
body-paragraph	[16, 1114, 276, 1241]
header-divider	[1115, 37, 1120, 79]
body-paragraph	[292, 2308, 568, 2356]
paragraph-text: তবে সমস্যা হলো এ সুবিধা নিলে ব্যবহারকারীদের তথ্য বেহাত হয়ে যেতে পারে। কারণ আলাদা পাসওয়ার্ড ম্যানেজার যে সুরক্ষা দেয় তেমন করে সাধারণ ব্রাউজারের বিভিন্ন ম্যানেজার কঠোরভাবে তথ্য সুরক্ষার জন্য তৈরি নয় বলে প্রতিবেদন প্রকাশ করেছে প্রযুক্তি বিষয়ক সাইট এনগ্যাজেট।	[16, 921, 276, 1014]
article	[583, 742, 897, 999]
paragraph-text: গণমাধ্যমকর্মীদের বিরুদ্ধে মামলা, হয়রানি ও হুমকির ঘটনাগুলো স্বাধীন সাংবাদিকতার পরিবেশকে সংকুচিত করছে বলে উদ্বেগ জানানো হয়।	[583, 2254, 897, 2284]
body-paragraph	[583, 1090, 897, 1296]
paragraph-text: নিহত হন এবং আহত হন কমপক্ষে ২০ জন। শায়েস্তাগঞ্জ ফায়ার সার্ভিস, হাইওয়ে থানা পুলিশ ও স্থানীয়রা আহতদের উদ্ধার করে হবিগঞ্জ আধুনিক সদর হাসপাতালে নিয়ে গেলে চিকিৎসাধীন অবস্থায় আরো একজনের মৃত্যু হয়। শায়েস্তাগঞ্জ ফায়ার সার্ভিসের স্টেশন অফিসার আরিফুল ইসলাম বলেন, 'দুটি বাসের মুখোমুখি সংঘর্ষে ঘটনাস্থলে দুজন নিহত হয়। পরে আমরা আহতদের উদ্ধার করে হাসপাতালে পাঠাই।'	[291, 1614, 568, 1722]
paragraph-text: এ ও নতুন চাঁদের সময় পৃথিবী থেকে চাঁদের দূরত্ব কম থাকায় জোয়ারের প্রাবল্য বাড়ে। খালি চোখে পার্থক্য ধরা তুলনামূলকভাবে কঠিন। নভেম্বরের পূর্ণিমাকে 'বিভার মুন' বলার কারণ হচ্ছে, এ নামটি ব্রিটিশ সংস্কৃতিতে ব্যবহৃত হতো। কিছু আদিবাসী আমেরিকান গোত্র থেকে শুরু করে প্রাথমিক ইউরোপীয় বসবাসকারীদের মধ্যেও এ নামের চল রয়েছে।	[583, 654, 897, 731]
paragraph-text: ডেডিকেটেড বিভিন্ন পাসওয়ার্ড ম্যানেজার ম্যালওয়্যার ও ডেটা লিক থেকে রক্ষার ক্ষেত্রে কার্যকর। 'রেডলাইন' নামের বিভিন্ন ম্যালওয়্যার ব্রাউজারে সংরক্ষিত পাসওয়ার্ড চুরি করে। আর, পাসওয়ার্ড ম্যানেজার অটোফিল ব্যবহার ঝুঁকি যাচাইয়ের মাধ্যমে নিশ্চিত করে যে, কেবল সঠিক ওয়েবসাইটে তথ্য পূরণ হচ্ছে, যা ফিশিং স্ক্যামের ঝুঁকি কমায়।	[16, 1243, 276, 1335]
article	[913, 95, 1168, 822]
article-headline: কিছুটা আফসোস নিয়ে ভারত	[317, 1142, 543, 1202]
column-4	[904, 91, 1175, 2249]
article	[583, 2171, 897, 2285]
article	[292, 1533, 568, 2220]
paragraph-text: আর নিচের ৫০ শতাংশ জনগোষ্ঠী পেয়েছে মাত্র ১ শতাংশ। প্রতিবেদনে বলা হয়, কিছু জনবহুল দেশ- যেমন চীন ও ভারত-এর মাথাপিছু আয় বেড়ে যাওয়ায় দেশগুলোর মধ্যে আয় বৈষম্য কিছুটা কমেছে। তবে দেশের অভ্যন্তরীণ বৈষম্য বরং বেড়েছে। প্রতিবেদনটি বলেছে, ভারতে ২০০০ থেকে ২০২৩ সালের মধ্যে শীর্ষ ১ শতাংশ জনগোষ্ঠীর সম্পদ বেড়েছে ৬২ শতাংশ।	[583, 823, 897, 916]
continuation-kicker: ১ম পাতার পর	[1010, 2031, 1071, 2045]
paragraph-lead: মাঠ আর আগের মতো নেই: সারজিস:	[583, 2053, 756, 2067]
continuation-kicker: শেষ পাতার পর	[398, 1203, 462, 1216]
masthead-word1: আজকের	[933, 45, 1018, 71]
masthead-word2: প্রত্যাশা	[1022, 41, 1100, 72]
body-paragraph	[292, 1807, 568, 2123]
body-paragraph	[16, 2434, 276, 2576]
body-paragraph	[583, 2254, 897, 2285]
article-headline: বিএনপির মনোনয়ন	[58, 2177, 234, 2204]
continuation-kicker: শেষ পাতার পর	[114, 469, 178, 482]
body-paragraph	[583, 920, 897, 999]
section-title: খবর	[567, 36, 619, 71]
paragraph-lead: রক্ষণশীলদের মধ্যেও জনপ্রিয়:	[583, 339, 723, 352]
paragraph-lead: বাংলাদেশ স্কোয়াড:	[291, 1040, 384, 1053]
masthead-tagline-top: ■■■	[1089, 33, 1102, 38]
article	[583, 572, 897, 733]
continuation-kicker: শেষ পাতার পর	[398, 875, 462, 889]
paragraph-lead: বৈষম্য পর্যবেক্ষণে নতুন প্যানেলের প্রস্তাব:	[583, 921, 800, 934]
column-2	[284, 91, 576, 2521]
body-paragraph	[583, 500, 897, 563]
paragraph-text: গত পাঁচ বছর ধরে নিউইয়র্ক কুইন্সের অ্যাস্টোরিয়ায় প্রতিনিধিত্ব করেছেন জোহরান মামদানির। মেয়র নির্বাচনের আগের দিন তাই তিনি ছুটে গেলেন সেখানেই। এখানেই জুনের ডেমোক্র্যাটিক প্রাইমারিতে নজিরবিহীন জয়ের পর প্রথম জনসমক্ষে বক্তব্য দিয়েছিলেন ৩৪ বছর বয়সি এই স্টেট অ্যাসেম্বলিম্যান।	[583, 177, 897, 254]
header-right	[928, 33, 1170, 84]
article-headline: মালদ্বীপে নতুন প্রজন্মের জন্য	[37, 414, 255, 468]
body-paragraph	[292, 2444, 568, 2524]
paragraph-lead: সতর্ক আশাবাদ:	[583, 420, 658, 433]
body-paragraph	[16, 2225, 276, 2351]
body-paragraph	[16, 1764, 276, 1827]
paragraph-text: রাজবাড়ীর গোয়ালন্দে বন্ধুর সঙ্গে মোটরসাইকেলে ঘুরতে গিয়ে চাকায় ওড়না পেঁচিয়ে সুমাইয়া (১৮) নামে এক তরুণীর মৃত্যু হয়েছে। গত সোমবার (৩ নভেম্বর) বিকেল ৪টার দিকে উপজেলার জমিদার ব্রীজ এলাকায় ঢাকা-খুলনা মহাসড়কে এ দুর্ঘটনা ঘটে। পুলিশ ও স্থানীয় সূত্রে জানা যায়, সুমাইয়া তার বন্ধু মো. সজিব প্রামাণিকের মোটরসাইকেলে করে ঘুরতে বের হন। মোটরসাইকেলটি দ্রুতগতিতে চলাকালে হঠাৎ পেছনের চাকায় সুমাইয়ার ওড়না পেঁচিয়ে যায়। এতে ভারসাম্য হারিয়ে তিনি সড়কে ছিটকে পড়ে মাথায় গুরুতর আঘাত পান। পরে স্থানীয়রা তাকে আহত অবস্থায় উদ্ধার করে গোয়ালন্দ উপজেলা স্বাস্থ্য কমপ্লেক্সে নিয়ে যান। সেখানে প্রাথমিক চিকিৎসা শেষে অবস্থার অবনতি হলে দ্রুত ফরিদপুর মেডিকেল কলেজ হাসপাতালে পাঠানো হয়। চিকিৎসাধীন অবস্থায় সেখানে রাতে অতিরিক্ত রক্তক্ষরণে সুমাইয়ার মৃত্যু হয়। এ ঘটনায় নিহতের বড় বোন বাদী হয়ে আহলাদিপুর হাইওয়ে থানায় সজিব প্রামাণিকের বিরুদ্ধে সড়ক পরিবহন আইন ২০১৮-এর ধারা ৯৮/১০৫ অনুযায়ী মামলা করেছেন। অভিযোগে বলা হয়েছে, আসামি ইচ্ছাকৃতভাবে অবহেলা ও বেপরোয়া গতিতে মোটরসাইকেল চালিয়ে সুমাইয়ার মৃত্যু ঘটিয়েছে।	[291, 1823, 568, 2121]
body-paragraph	[913, 1117, 1168, 1228]
article-headline: ভারতের শীর্ষ এক শতাংশ ধনীর সম্পদ	[610, 741, 870, 803]
